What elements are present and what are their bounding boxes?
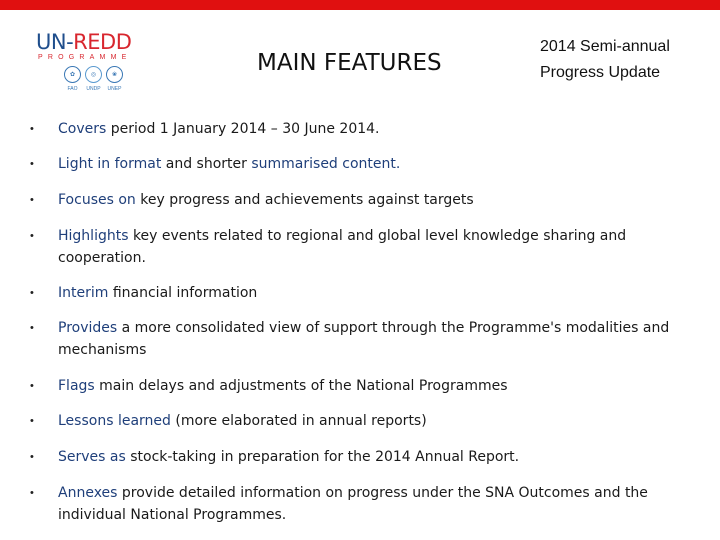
bullet-lead: Interim	[58, 285, 109, 301]
bullet-text	[58, 118, 698, 140]
bullet-text	[58, 410, 698, 432]
bullet-rest: financial information	[108, 285, 258, 301]
bullet-lead: Focuses on	[58, 192, 136, 208]
bullet-lead-2: summarised content.	[251, 156, 401, 172]
bullet-text	[58, 189, 698, 211]
bullet-text	[58, 317, 698, 361]
bullet-text	[58, 225, 698, 269]
bullet-text	[58, 153, 698, 175]
bullet-lead: Flags	[58, 378, 95, 394]
fao-emblem-label: FAO	[67, 86, 78, 92]
bullet-rest: key events related to regional and global level knowledge sharing and cooperation.	[58, 228, 627, 266]
report-subtitle-line1: 2014 Semi-annual	[540, 38, 670, 55]
bullet-dot-icon: •	[30, 451, 34, 463]
bullet-rest: key progress and achievements against targets	[135, 192, 474, 208]
partner-emblems	[64, 66, 123, 92]
bullet-text	[58, 446, 698, 468]
logo-title	[36, 30, 131, 54]
bullet-dot-icon: •	[30, 415, 34, 427]
bullet-text	[58, 282, 698, 304]
bullet-dot-icon: •	[30, 230, 34, 242]
bullet-lead: Highlights	[58, 228, 129, 244]
logo-subtitle: PROGRAMME	[38, 54, 132, 61]
bullet-rest: provide detailed information on progress under the SNA Outcomes and the individual National Programmes.	[58, 485, 648, 523]
page-title: MAIN FEATURES	[257, 50, 442, 76]
bullet-dot-icon: •	[30, 158, 34, 170]
fao-emblem-icon: ✿	[64, 66, 81, 83]
bullet-rest: stock-taking in preparation for the 2014 Annual Report.	[125, 449, 520, 465]
logo-title-part1: UN-	[36, 30, 74, 54]
bullet-lead: Light in format	[58, 156, 162, 172]
bullet-lead: Provides	[58, 320, 118, 336]
report-subtitle-line2: Progress Update	[540, 64, 661, 81]
bullet-dot-icon: •	[30, 487, 34, 499]
bullet-dot-icon: •	[30, 287, 34, 299]
bullet-text	[58, 375, 698, 397]
bullet-text	[58, 482, 698, 526]
bullet-dot-icon: •	[30, 380, 34, 392]
undp-emblem-icon: ◎	[85, 66, 102, 83]
undp-emblem-label: UNDP	[86, 86, 101, 92]
report-subtitle	[540, 34, 670, 86]
bullet-lead: Covers	[58, 121, 107, 137]
unep-emblem-icon: ❀	[106, 66, 123, 83]
bullet-dot-icon: •	[30, 123, 34, 135]
bullet-rest: main delays and adjustments of the National Programmes	[94, 378, 508, 394]
bullet-rest: period 1 January 2014 – 30 June 2014.	[106, 121, 380, 137]
bullet-rest: and shorter	[161, 156, 252, 172]
bullet-rest: (more elaborated in annual reports)	[170, 413, 427, 429]
bullet-dot-icon: •	[30, 322, 34, 334]
un-redd-logo	[36, 30, 132, 102]
bullet-lead: Serves as	[58, 449, 126, 465]
logo-title-part2: REDD	[73, 30, 132, 54]
bullet-lead: Lessons learned	[58, 413, 171, 429]
bullet-rest: a more consolidated view of support through the Programme's modalities and mechanisms	[58, 320, 670, 358]
bullet-dot-icon: •	[30, 194, 34, 206]
unep-emblem-label: UNEP	[107, 86, 122, 92]
bullet-lead: Annexes	[58, 485, 118, 501]
top-accent-bar	[0, 0, 720, 10]
